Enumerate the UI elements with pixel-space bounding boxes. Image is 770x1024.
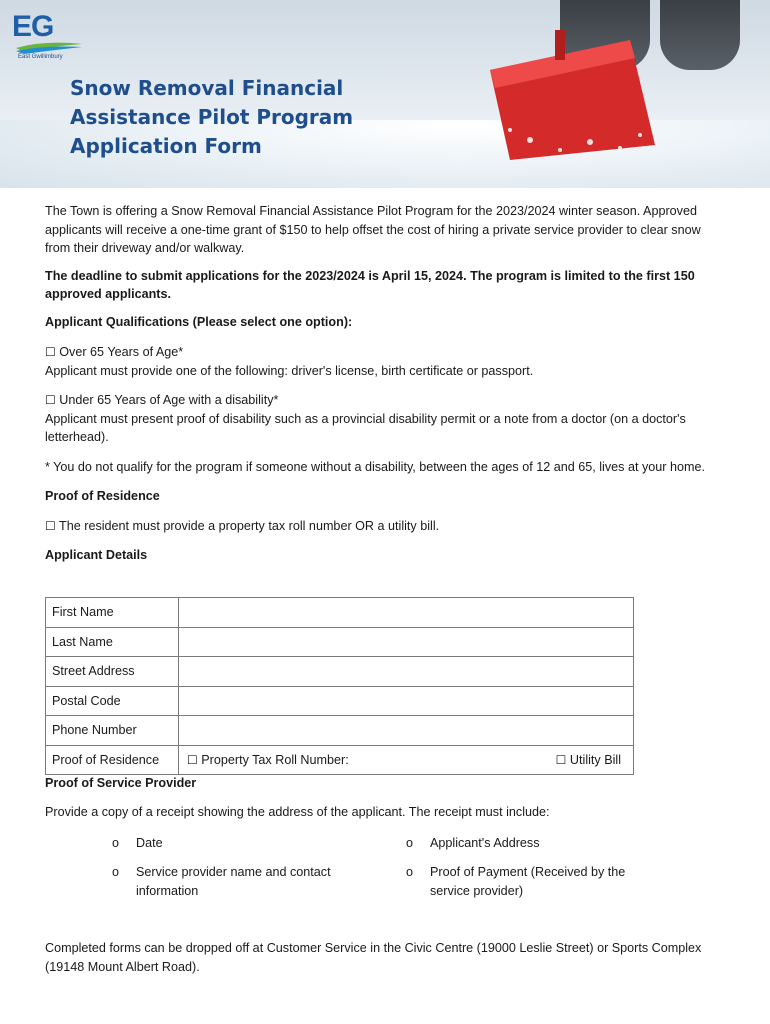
option-disability-desc: Applicant must present proof of disability such as a provincial disability permit or a note from a doctor (on a doctor's letterhead). bbox=[45, 411, 686, 444]
utility-bill-label: Utility Bill bbox=[569, 752, 621, 767]
street-address-field[interactable] bbox=[179, 657, 634, 687]
table-row bbox=[46, 627, 634, 657]
form-content bbox=[45, 202, 715, 565]
table-row bbox=[46, 745, 634, 775]
proof-of-residence-label: Proof of Residence bbox=[46, 745, 179, 775]
last-name-field[interactable] bbox=[179, 627, 634, 657]
list-item: o Date bbox=[112, 836, 163, 850]
option-over-65: ☐ Over 65 Years of Age* bbox=[45, 345, 184, 359]
snow-shovel-image bbox=[470, 30, 670, 160]
tax-roll-label: Property Tax Roll Number: bbox=[201, 752, 349, 767]
checkbox-over-65[interactable]: ☐ bbox=[45, 345, 56, 359]
applicant-details-table bbox=[45, 597, 634, 775]
header-banner bbox=[0, 0, 770, 188]
receipt-requirements-list bbox=[112, 834, 672, 904]
table-row bbox=[46, 686, 634, 716]
boot-image bbox=[660, 0, 740, 70]
intro-paragraph: The Town is offering a Snow Removal Financial Assistance Pilot Program for the 2023/2024 winter season. Approved applicants will receive a one-time grant of $150 to help offset the cost of hiring a private service provider to clear snow from their driveway and/or walkway. bbox=[45, 204, 701, 255]
street-address-label: Street Address bbox=[46, 657, 179, 687]
details-heading: Applicant Details bbox=[45, 548, 148, 562]
logo-swoosh-icon bbox=[14, 40, 84, 54]
page-title: Snow Removal Financial Assistance Pilot Program Application Form bbox=[70, 76, 354, 158]
footer-note: Completed forms can be dropped off at Customer Service in the Civic Centre (19000 Leslie Street) or Sports Complex (19148 Mount Albert Road). bbox=[45, 941, 702, 974]
qualifications-heading: Applicant Qualifications (Please select one option): bbox=[45, 314, 353, 329]
proof-of-residence-field bbox=[179, 745, 634, 775]
option-disability: ☐ Under 65 Years of Age with a disability* bbox=[45, 393, 279, 407]
deadline-notice: The deadline to submit applications for the 2023/2024 is April 15, 2024. The program is limited to the first 150 approved applicants. bbox=[45, 268, 695, 301]
last-name-label: Last Name bbox=[46, 627, 179, 657]
checkbox-disability[interactable]: ☐ bbox=[45, 393, 56, 407]
postal-code-field[interactable] bbox=[179, 686, 634, 716]
list-item: o Proof of Payment (Received by the service provider) bbox=[406, 865, 626, 898]
list-item: o Service provider name and contact information bbox=[112, 865, 331, 898]
checkbox-residence[interactable]: ☐ bbox=[45, 518, 56, 533]
residence-item: ☐ The resident must provide a property tax roll number OR a utility bill. bbox=[45, 518, 440, 533]
logo: EG bbox=[12, 10, 54, 43]
qualification-note: * You do not qualify for the program if someone without a disability, between the ages of 12 and 65, lives at your home. bbox=[45, 459, 705, 474]
table-row bbox=[46, 598, 634, 628]
phone-number-label: Phone Number bbox=[46, 716, 179, 746]
logo-subtext: East Gwillimbury bbox=[18, 54, 63, 60]
option-over-65-desc: Applicant must provide one of the following: driver's license, birth certificate or passport. bbox=[45, 363, 534, 378]
first-name-field[interactable] bbox=[179, 598, 634, 628]
postal-code-label: Postal Code bbox=[46, 686, 179, 716]
list-item: o Applicant's Address bbox=[406, 836, 540, 850]
table-row bbox=[46, 657, 634, 687]
phone-number-field[interactable] bbox=[179, 716, 634, 746]
provider-intro: Provide a copy of a receipt showing the address of the applicant. The receipt must include: bbox=[45, 805, 550, 819]
checkbox-utility-bill[interactable]: ☐ bbox=[555, 752, 567, 767]
checkbox-tax-roll[interactable]: ☐ bbox=[187, 752, 198, 767]
provider-heading: Proof of Service Provider bbox=[45, 776, 197, 790]
first-name-label: First Name bbox=[46, 598, 179, 628]
table-row bbox=[46, 716, 634, 746]
residence-heading: Proof of Residence bbox=[45, 489, 160, 503]
